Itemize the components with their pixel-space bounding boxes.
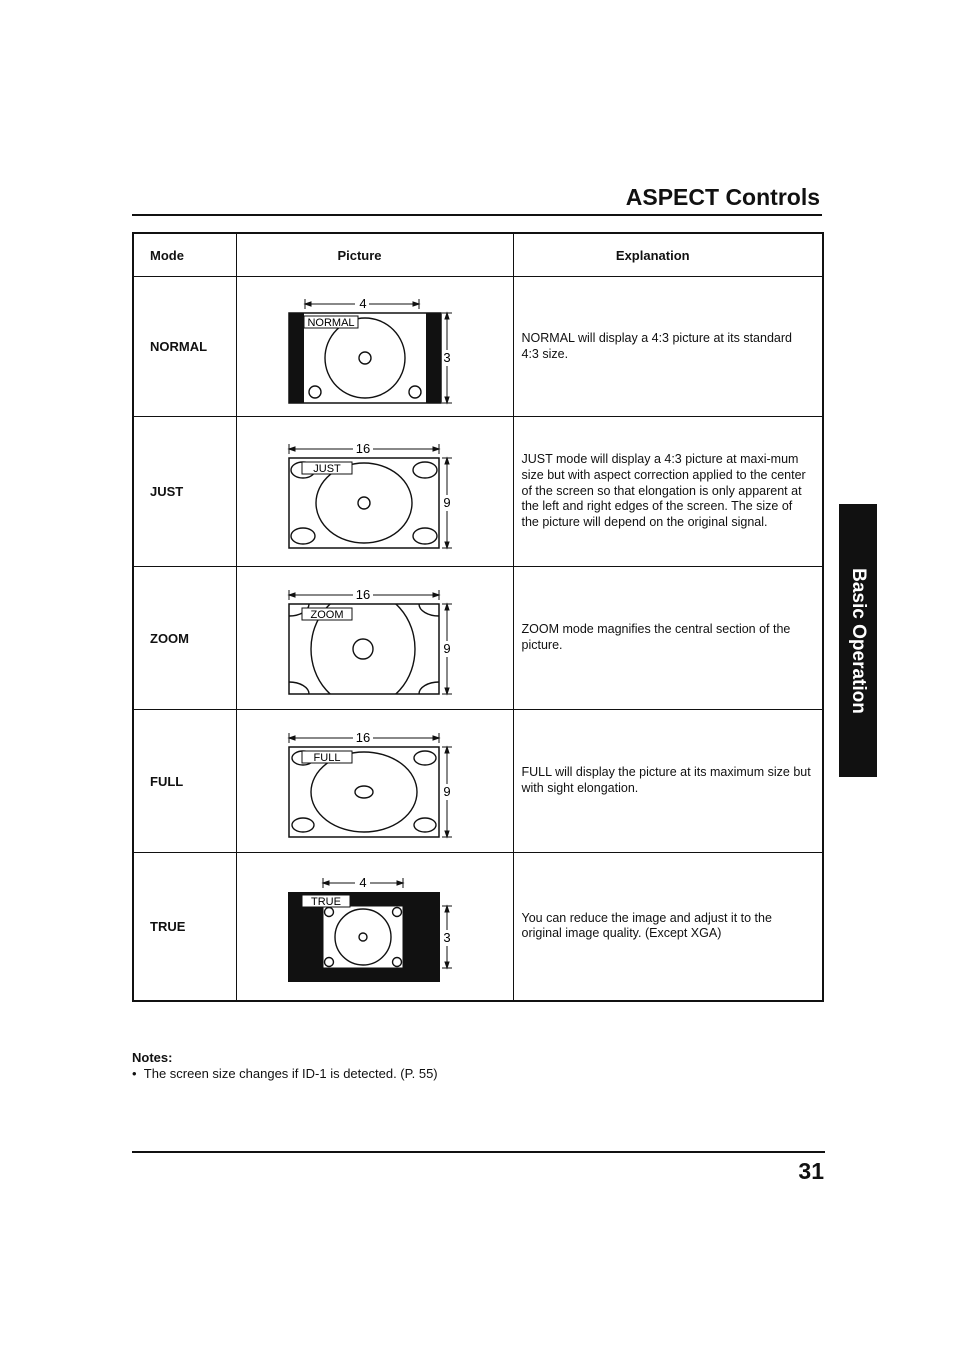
- just-aspect-diagram: [285, 432, 465, 552]
- notes-heading: Notes:: [132, 1050, 173, 1065]
- full-height-ratio: 9: [442, 784, 451, 799]
- mode-normal: NORMAL: [133, 277, 236, 417]
- section-side-tab-label: Basic Operation: [848, 567, 869, 714]
- table-row: [133, 567, 823, 710]
- column-header-explanation: Explanation: [513, 233, 823, 277]
- notes-item: • The screen size changes if ID-1 is detected. (P. 55): [132, 1066, 438, 1081]
- zoom-height-ratio: 9: [442, 641, 451, 656]
- page-title: ASPECT Controls: [625, 184, 820, 210]
- explanation-zoom: ZOOM mode magnifies the central section of the picture.: [513, 567, 823, 710]
- full-aspect-diagram: [285, 721, 465, 841]
- full-screen-label: FULL: [313, 752, 340, 764]
- table-row: [133, 710, 823, 853]
- page-number: 31: [798, 1158, 824, 1184]
- table-row: [133, 853, 823, 1001]
- footer-rule: [132, 1151, 825, 1153]
- explanation-true: You can reduce the image and adjust it to the original image quality. (Except XGA): [513, 853, 823, 1001]
- table-row: [133, 417, 823, 567]
- explanation-just: JUST mode will display a 4:3 picture at maxi-mum size but with aspect correction applied to the center of the screen so that elongation is only apparent at the left and right edges of the screen. The size of the picture will depend on the original signal.: [513, 417, 823, 567]
- normal-aspect-diagram: [285, 287, 465, 407]
- explanation-normal: NORMAL will display a 4:3 picture at its standard 4:3 size.: [513, 277, 823, 417]
- explanation-full: FULL will display the picture at its maximum size but with sight elongation.: [513, 710, 823, 853]
- mode-just: JUST: [133, 417, 236, 567]
- normal-screen-label: NORMAL: [306, 316, 355, 329]
- normal-width-ratio: 4: [358, 295, 367, 311]
- true-screen-label: TRUE: [310, 896, 341, 909]
- table-header-row: [133, 233, 823, 277]
- full-width-ratio: 16: [355, 730, 370, 745]
- normal-height-ratio: 3: [442, 349, 451, 365]
- mode-true: TRUE: [133, 853, 236, 1001]
- zoom-screen-label: ZOOM: [310, 609, 343, 621]
- true-height-ratio: 3: [442, 930, 451, 946]
- true-width-ratio: 4: [358, 875, 367, 891]
- notes-item-text: The screen size changes if ID-1 is detected. (P. 55): [143, 1066, 438, 1081]
- column-header-mode: Mode: [133, 233, 236, 277]
- mode-zoom: ZOOM: [133, 567, 236, 710]
- true-aspect-diagram: [285, 866, 465, 986]
- column-header-picture: Picture: [236, 233, 513, 277]
- notes-section: [132, 1050, 438, 1082]
- just-width-ratio: 16: [355, 440, 370, 456]
- mode-full: FULL: [133, 710, 236, 853]
- zoom-width-ratio: 16: [355, 587, 370, 602]
- zoom-aspect-diagram: [285, 578, 465, 698]
- section-side-tab: [839, 504, 877, 777]
- title-rule: [132, 214, 822, 216]
- just-screen-label: JUST: [312, 462, 341, 475]
- aspect-modes-table: [132, 232, 824, 1002]
- table-row: [133, 277, 823, 417]
- just-height-ratio: 9: [442, 494, 451, 510]
